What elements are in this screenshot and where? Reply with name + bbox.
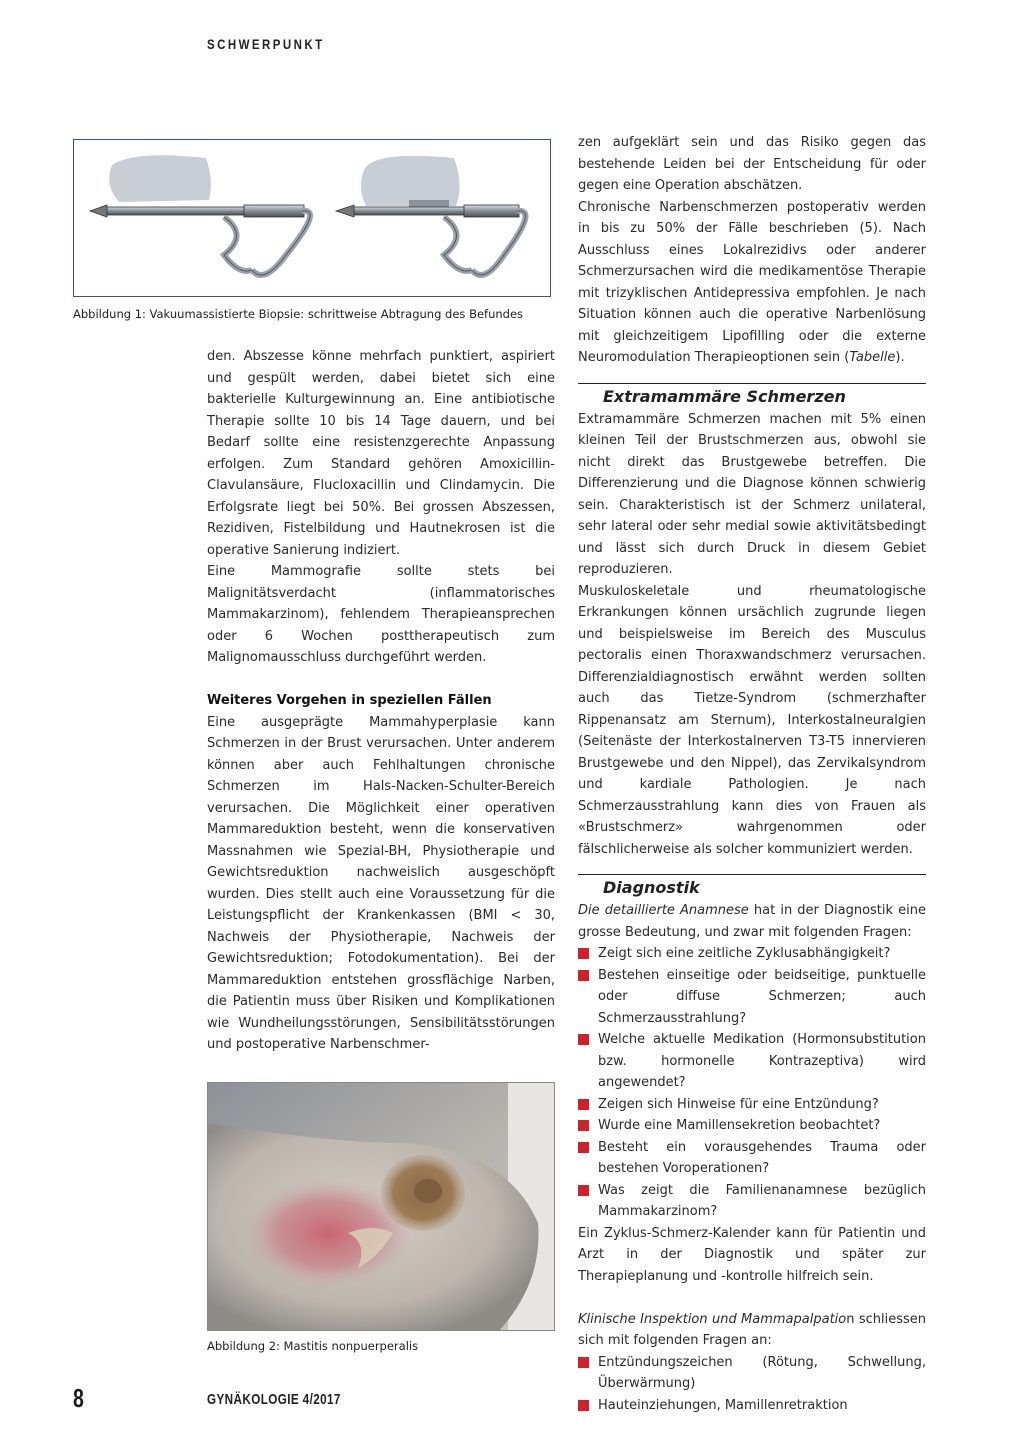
figure-1-caption: Abbildung 1: Vakuumassistierte Biopsie: schrittweise Abtragung des Befundes <box>73 307 524 321</box>
body-paragraph: zen aufgeklärt sein und das Risiko gegen das bestehende Leiden bei der Entscheidung für oder gegen eine Operation abschätzen. <box>578 135 926 193</box>
list-item: Zeigt sich eine zeitliche Zyklusabhängigkeit? <box>578 943 926 965</box>
anamnesis-question-list <box>578 943 926 1223</box>
body-paragraph: Die detaillierte Anamnese hat in der Diagnostik eine grosse Bedeutung, und zwar mit folgenden Fragen: <box>578 903 926 940</box>
list-item: Was zeigt die Familienanamnese bezüglich Mammakarzinom? <box>578 1180 926 1223</box>
body-paragraph: Eine ausgeprägte Mammahyperplasie kann Schmerzen in der Brust verursachen. Unter anderem können aber auch Fehlhaltungen chronische Schmerzen im Hals-Nacken-Schulter-Bereich verursachen. Die Möglichkeit einer operativen Mammareduktion besteht, wenn die konservativen Massnahmen wie Spezial-BH, Physiotherapie und Gewichtsreduktion nachweislich ausgeschöpft wurden. Dies stellt auch eine Voraussetzung für die Leistungspflicht der Krankenkassen (BMI < 30, Nachweis der Physiotherapie, Nachweis der Gewichtsreduktion; Fotodokumentation). Bei der Mammareduktion entstehen grossflächige Narben, die Patientin muss über Risiken und Komplikationen wie Wundheilungsstörungen, Sensibilitätsstörungen und postoperative Narbenschmer- <box>207 714 555 1052</box>
body-paragraph: Ein Zyklus-Schmerz-Kalender kann für Patientin und Arzt in der Diagnostik und später zur Therapieplanung und -kontrolle hilfreich sein. <box>578 1225 926 1284</box>
body-paragraph: Klinische Inspektion und Mammapalpation schliessen sich mit folgenden Fragen an: <box>578 1311 926 1348</box>
section-heading-diagnostik: Diagnostik <box>578 874 926 898</box>
figure-1-biopsy-illustration <box>73 139 551 297</box>
list-item: Bestehen einseitige oder beidseitige, punktuelle oder diffuse Schmerzen; auch Schmerzausstrahlung? <box>578 965 926 1030</box>
list-item: Besteht ein vorausgehendes Trauma oder bestehen Voroperationen? <box>578 1137 926 1180</box>
list-item: Welche aktuelle Medikation (Hormonsubstitution bzw. hormonelle Kontrazeptiva) wird angewendet? <box>578 1029 926 1094</box>
body-paragraph: den. Abszesse könne mehrfach punktiert, aspiriert und gespült werden, dabei bietet sich eine bakterielle Kulturgewinnung an. Eine antibiotische Therapie sollte 10 bis 14 Tage dauern, und bei Bedarf sollte eine resistenzgerechte Anpassung erfolgen. Zum Standard gehören Amoxicillin-Clavulansäure, Flucloxacillin und Clindamycin. Die Erfolgsrate liegt bei 50%. Bei grossen Abszessen, Rezidiven, Fistelbildung und Hautnekrosen ist die operative Sanierung indiziert. <box>207 349 555 558</box>
list-item: Entzündungszeichen (Rötung, Schwellung, Überwärmung) <box>578 1352 926 1395</box>
biopsy-device-drawing <box>74 140 549 295</box>
left-column <box>207 346 555 1056</box>
section-header: SCHWERPUNKT <box>207 36 325 52</box>
list-item: Zeigen sich Hinweise für eine Entzündung? <box>578 1094 926 1116</box>
subheading: Weiteres Vorgehen in speziellen Fällen <box>207 693 492 708</box>
body-paragraph: Eine Mammografie sollte stets bei Malignitätsverdacht (inflammatorisches Mammakarzinom), fehlendem Therapieansprechen oder 6 Wochen posttherapeutisch zum Malignomausschluss durchgeführt werden. <box>207 564 555 665</box>
inspection-question-list <box>578 1352 926 1417</box>
figure-2-mastitis-photo <box>207 1082 555 1331</box>
list-item: Hauteinziehungen, Mamillenretraktion <box>578 1395 926 1417</box>
body-paragraph: Extramammäre Schmerzen machen mit 5% einen kleinen Teil der Brustschmerzen aus, obwohl sie nicht direkt das Brustgewebe betreffen. Die Differenzierung und die Diagnose können schwierig sein. Charakteristisch ist der Schmerz unilateral, sehr lateral oder sehr medial sowie aktivitätsbedingt und lässt sich durch Druck in diesem Gebiet reproduzieren. <box>578 411 926 577</box>
list-item: Wurde eine Mamillensekretion beobachtet? <box>578 1115 926 1137</box>
page-number: 8 <box>73 1383 84 1413</box>
journal-title: GYNÄKOLOGIE 4/2017 <box>207 1391 341 1408</box>
mastitis-photo-image <box>208 1083 555 1331</box>
right-column <box>578 132 926 1416</box>
body-paragraph: Muskuloskeletale und rheumatologische Erkrankungen können ursächlich zugrunde liegen und beispielsweise im Bereich des Musculus pectoralis einen Thoraxwandschmerz verursachen. Differenzialdiagnostisch erwähnt werden sollten auch das Tietze-Syndrom (schmerzhafter Rippenansatz am Sternum), Interkostalneuralgien (Seitenäste der Interkostalnerven T3-T5 innervieren Brustgewebe und den Nippel), das Zervikalsyndrom und kardiale Pathologien. Je nach Schmerzausstrahlung kann dies von Frauen als «Brustschmerz» wahrgenommen oder fälschlicherweise als solcher kommuniziert werden. <box>578 583 926 857</box>
body-paragraph: Chronische Narbenschmerzen postoperativ werden in bis zu 50% der Fälle beschrieben (5). Nach Ausschluss eines Lokalrezidivs oder anderer Schmerzursachen wird die medikamentöse Therapie mit trizyklischen Antidepressiva empfohlen. Je nach Situation können auch die operative Narbenlösung mit gleichzeitigem Lipofilling oder die externe Neuromodulation Therapieoptionen sein (Tabelle). <box>578 199 926 365</box>
section-heading-extramammary: Extramammäre Schmerzen <box>578 383 926 407</box>
figure-2-caption: Abbildung 2: Mastitis nonpuerperalis <box>207 1339 419 1353</box>
